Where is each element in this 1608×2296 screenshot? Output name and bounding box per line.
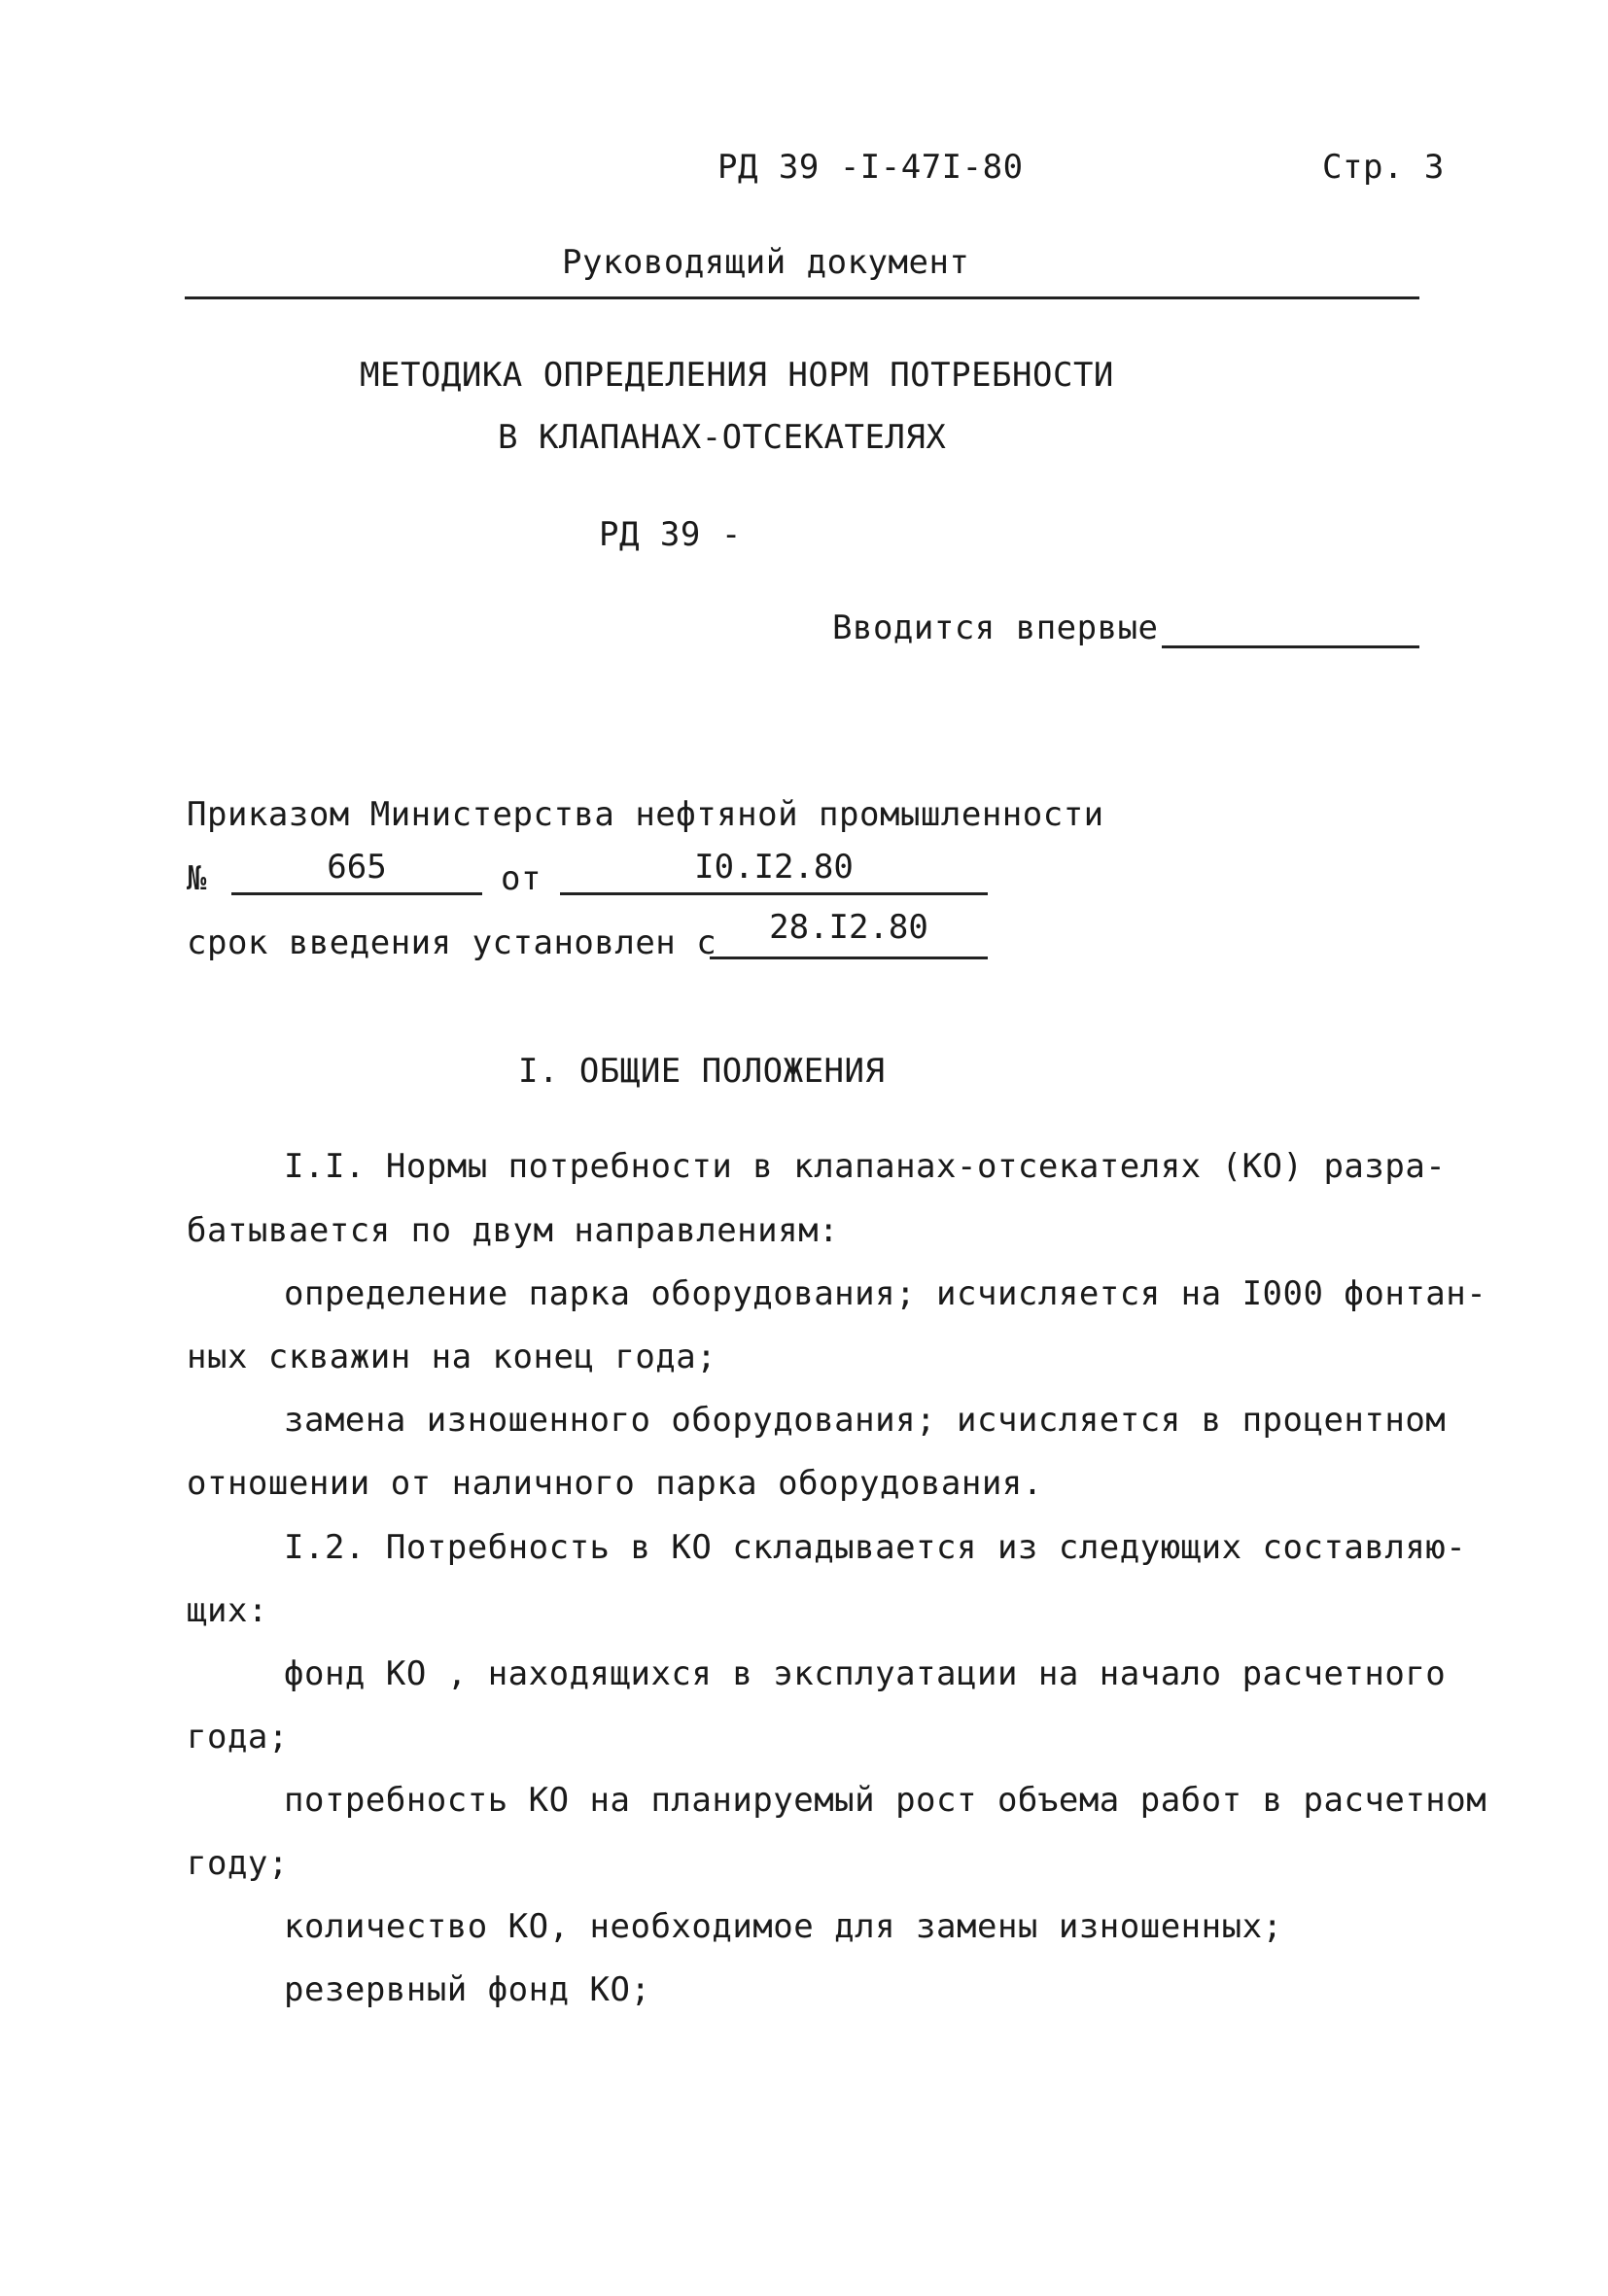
- order-from-label: от: [501, 859, 542, 898]
- paragraph-1-2-line1: I.2. Потребность в КО складывается из следующих составляю-: [284, 1528, 1467, 1567]
- paragraph-replacement-line2: отношении от наличного парка оборудования.: [187, 1464, 1043, 1503]
- paragraph-growth-line1: потребность КО на планируемый рост объема работ в расчетном: [284, 1781, 1487, 1820]
- doc-code-header: РД 39 -I-47I-80: [717, 148, 1024, 187]
- doc-title-line1: МЕТОДИКА ОПРЕДЕЛЕНИЯ НОРМ ПОТРЕБНОСТИ: [360, 356, 1114, 395]
- paragraph-fund-line2: года;: [187, 1718, 289, 1757]
- paragraph-reserve: резервный фонд КО;: [284, 1970, 651, 2009]
- paragraph-1-2-line2: щих:: [187, 1591, 268, 1630]
- order-number-line: [231, 892, 482, 895]
- term-label: срок введения установлен с: [187, 923, 717, 962]
- order-date-value: I0.I2.80: [694, 848, 854, 887]
- doc-number: РД 39 -: [599, 515, 742, 554]
- order-number-prefix: №: [187, 859, 207, 898]
- paragraph-1-1-line2: батывается по двум направлениям:: [187, 1211, 840, 1250]
- page-number-label: Стр. 3: [1322, 148, 1445, 187]
- term-date-line: [710, 957, 988, 959]
- paragraph-growth-line2: году;: [187, 1844, 289, 1883]
- order-date-line: [560, 892, 988, 895]
- doc-type-label: Руководящий документ: [562, 243, 970, 282]
- paragraph-fleet-line2: ных скважин на конец года;: [187, 1338, 717, 1376]
- header-divider: [185, 296, 1419, 299]
- paragraph-replacement-line1: замена изношенного оборудования; исчисляется в процентном: [284, 1401, 1447, 1440]
- term-date-value: 28.I2.80: [769, 908, 928, 947]
- paragraph-fund-line1: фонд КО , находящихся в эксплуатации на начало расчетного: [284, 1654, 1447, 1693]
- introduced-blank-line: [1162, 645, 1419, 648]
- section-heading: I. ОБЩИЕ ПОЛОЖЕНИЯ: [518, 1052, 886, 1091]
- paragraph-worn-out: количество КО, необходимое для замены изношенных;: [284, 1907, 1283, 1946]
- paragraph-fleet-line1: определение парка оборудования; исчисляется на I000 фонтан-: [284, 1274, 1487, 1313]
- paragraph-1-1-line1: I.I. Нормы потребности в клапанах-отсекателях (КО) разра-: [284, 1147, 1447, 1186]
- order-line: Приказом Министерства нефтяной промышленности: [187, 795, 1104, 834]
- order-number-value: 665: [327, 848, 387, 887]
- doc-title-line2: В КЛАПАНАХ-ОТСЕКАТЕЛЯХ: [498, 418, 947, 457]
- introduced-label: Вводится впервые: [832, 609, 1159, 647]
